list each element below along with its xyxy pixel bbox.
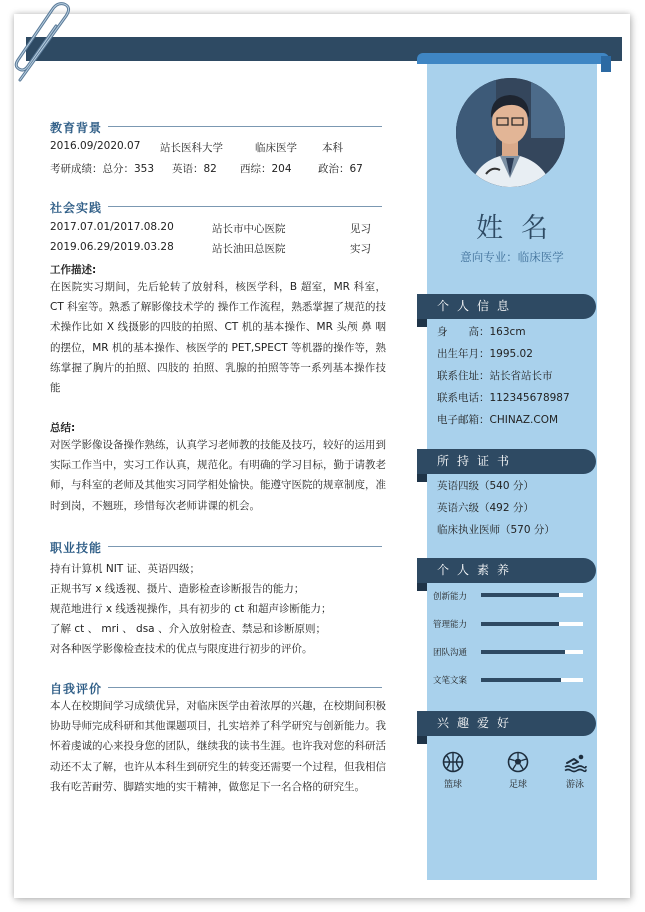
hobby-label-soccer: 足球 (508, 780, 527, 790)
quality-bar-track (481, 593, 583, 597)
qualities-header (417, 558, 596, 583)
candidate-name: 姓名 (476, 213, 566, 244)
quality-bar-fill (481, 650, 565, 654)
quality-label: 管理能力 (433, 620, 468, 630)
certificates-header (417, 449, 596, 474)
self-eval-text: 本人在校期间学习成绩优异，对临床医学由着浓厚的兴趣，在校期间积极协助导师完成科研和其他课题项目，扎实培养了科学研究与创新能力。我怀着虔诚的心来投身您的团队，继续我的读书生涯。也许我对您的科研活动还不太了解，也许从本科生到研究生的转变还需要一个过程，但我相信我有吃苦耐劳、脚踏实地的实干精神，做您足下一名合格的研究生。 (50, 700, 386, 793)
score-total: 考研成绩：总分：353 (50, 163, 155, 175)
info-height: 身 高：163cm (437, 326, 526, 338)
self-eval-divider (108, 687, 382, 688)
skill-line-1: 持有计算机 NIT 证、英语四级； (50, 563, 201, 575)
practice-role-1: 见习 (350, 223, 371, 235)
skills-divider (108, 546, 382, 547)
doctor-portrait-icon (456, 78, 565, 187)
education-school: 站长医科大学 (160, 142, 223, 154)
certificate-item-1: 英语四级（540 分） (437, 480, 534, 492)
quality-label: 团队沟通 (433, 648, 468, 658)
certificates-title: 所持证书 (437, 454, 518, 468)
practice-period-1: 2017.07.01/2017.08.20 (50, 221, 174, 233)
skills-title: 职业技能 (50, 541, 103, 555)
sidebar-tab-fold (601, 56, 611, 72)
hobby-label-basketball: 篮球 (443, 780, 462, 790)
score-western: 西综：204 (240, 163, 292, 175)
personal-info-header (417, 294, 596, 319)
practice-org-1: 站长市中心医院 (212, 223, 286, 235)
intended-major: 意向专业：临床医学 (460, 250, 564, 264)
self-eval-title: 自我评价 (50, 682, 103, 696)
info-address: 联系住址：站长省站长市 (437, 370, 553, 382)
qualities-title: 个人素养 (437, 563, 518, 577)
skill-line-2: 正规书写 x 线透视、摄片、造影检查诊断报告的能力； (50, 583, 305, 595)
summary-text: 对医学影像设备操作熟练，认真学习老师教的技能及技巧，较好的运用到实际工作当中，实习工作认真，规范化。有明确的学习目标，勤于请教老师，与科室的老师及其他实习同学相处愉快。能遵守医院的规章制度，准时到岗，不翘班，珍惜每次老师讲课的机会。 (50, 439, 386, 512)
practice-org-2: 站长油田总医院 (212, 243, 286, 255)
quality-bar-track (481, 650, 583, 654)
paperclip-icon (6, 2, 76, 84)
header-fold (417, 736, 427, 744)
skill-line-3: 规范地进行 x 线透视操作，具有初步的 ct 和超声诊断能力； (50, 603, 332, 615)
soccer-ball-icon (506, 750, 530, 774)
hobbies-header (417, 711, 596, 736)
education-major: 临床医学 (255, 142, 297, 154)
certificate-item-2: 英语六级（492 分） (437, 502, 534, 514)
skill-line-5: 对各种医学影像检查技术的优点与限度进行初步的评价。 (50, 643, 313, 655)
education-divider (108, 126, 382, 127)
practice-period-2: 2019.06.29/2019.03.28 (50, 241, 174, 253)
info-phone: 联系电话：112345678987 (437, 392, 570, 404)
header-fold (417, 319, 427, 327)
practice-role-2: 实习 (350, 243, 371, 255)
header-fold (417, 583, 427, 591)
header-fold (417, 474, 427, 482)
quality-bar-track (481, 678, 583, 682)
personal-info-title: 个人信息 (437, 299, 518, 313)
practice-divider (108, 206, 382, 207)
hobbies-title: 兴趣爱好 (437, 716, 518, 730)
summary-title: 总结: (50, 422, 76, 434)
quality-label: 创新能力 (433, 592, 468, 602)
skill-line-4: 了解 ct 、 mri 、 dsa 、介入放射检查、禁忌和诊断原则； (50, 623, 326, 635)
avatar (456, 78, 565, 187)
swimming-icon (563, 750, 587, 774)
work-desc-text: 在医院实习期间，先后轮转了放射科，核医学科，B 超室，MR 科室，CT 科室等。熟悉了解影像技术学的 操作工作流程，熟悉掌握了规范的技术操作比如 X 线摄影的四肢的拍照、CT 机的基本操作、MR 头颅 鼻 咽的摆位，MR 机的基本操作、核医学的 PET,SPECT 等机器的操作等，熟练掌握了胸片的拍照、四肢的 拍照、乳腺的拍照等等一系列基本操作技能 (50, 281, 386, 395)
score-english: 英语：82 (172, 163, 217, 175)
education-title: 教育背景 (50, 121, 103, 135)
basketball-icon (441, 750, 465, 774)
quality-label: 文笔文案 (433, 676, 468, 686)
hobby-label-swimming: 游泳 (565, 780, 584, 790)
work-desc-title: 工作描述: (50, 264, 97, 276)
score-politics: 政治：67 (318, 163, 363, 175)
certificate-item-3: 临床执业医师（570 分） (437, 524, 555, 536)
quality-bar-fill (481, 622, 559, 626)
practice-title: 社会实践 (50, 201, 103, 215)
quality-bar-track (481, 622, 583, 626)
info-birth: 出生年月：1995.02 (437, 348, 533, 360)
sidebar-tab (417, 53, 609, 64)
education-degree: 本科 (322, 142, 343, 154)
info-email: 电子邮箱：CHINAZ.COM (437, 414, 559, 426)
education-period: 2016.09/2020.07 (50, 140, 141, 152)
quality-bar-fill (481, 678, 561, 682)
quality-bar-fill (481, 593, 559, 597)
